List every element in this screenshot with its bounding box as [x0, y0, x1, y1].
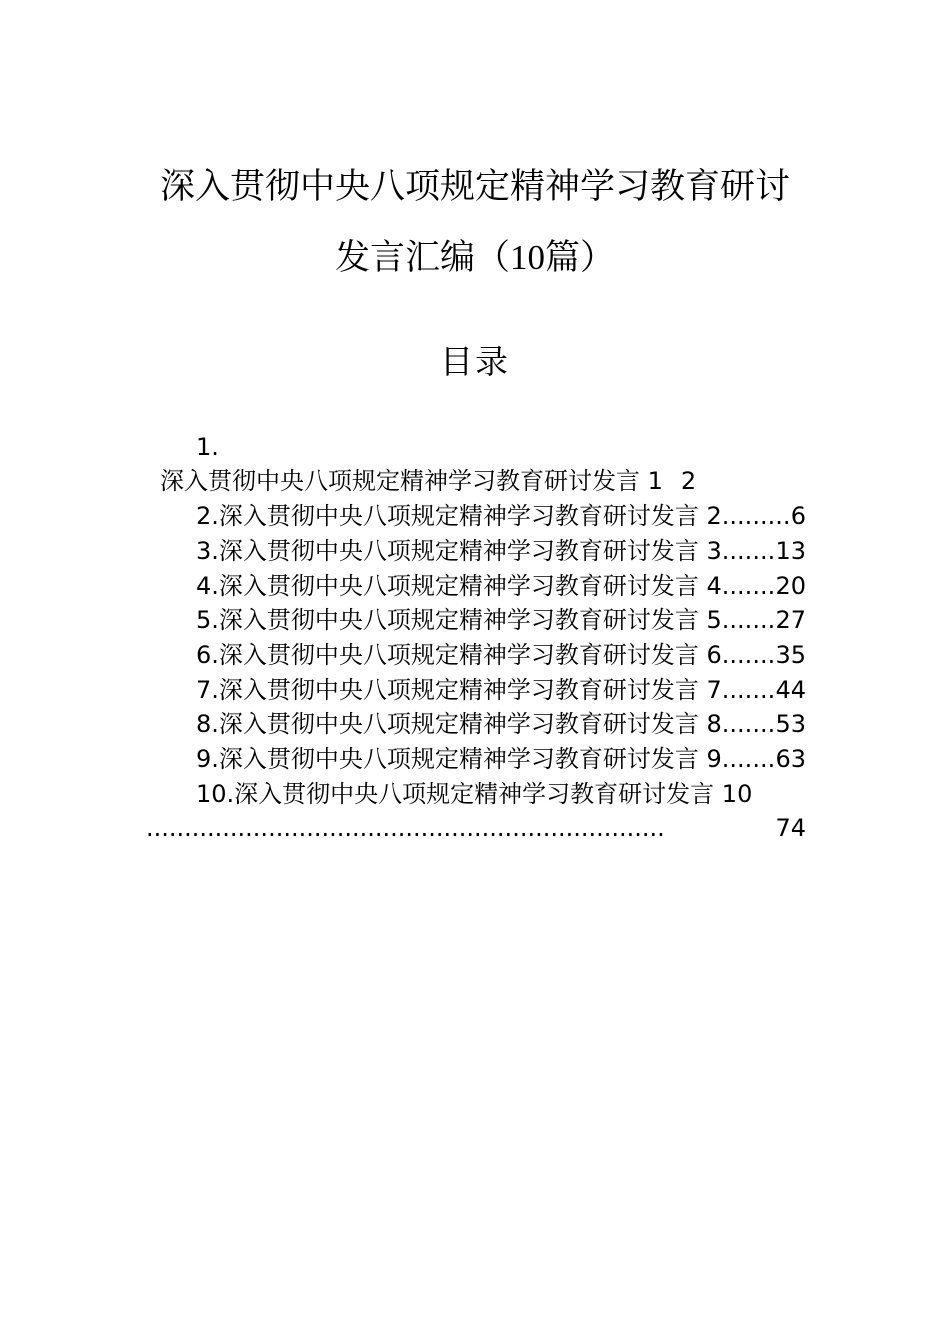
toc-entry-label: 8.深入贯彻中央八项规定精神学习教育研讨发言 8 [196, 710, 722, 738]
document-title-line-1: 深入贯彻中央八项规定精神学习教育研讨 [159, 167, 790, 207]
toc-entry-10-page: 74 [775, 814, 806, 842]
toc-leader-dots [722, 604, 776, 636]
toc-entry-8[interactable] [196, 708, 806, 740]
toc-entry-label: 7.深入贯彻中央八项规定精神学习教育研讨发言 7 [196, 676, 722, 704]
toc-entry-1-number[interactable]: 1. [196, 433, 219, 461]
toc-entry-label: 3.深入贯彻中央八项规定精神学习教育研讨发言 3 [196, 537, 722, 565]
toc-entry-5[interactable] [196, 604, 806, 636]
toc-entry-2[interactable] [196, 500, 806, 532]
toc-entry-9[interactable] [196, 743, 806, 775]
toc-entry-page: 53 [775, 710, 806, 738]
toc-heading: 目录 [440, 342, 510, 381]
toc-entry-3[interactable] [196, 535, 806, 567]
toc-entry-label: 2.深入贯彻中央八项规定精神学习教育研讨发言 2 [196, 502, 722, 530]
toc-entry-4[interactable] [196, 570, 806, 602]
toc-leader-dots [722, 639, 776, 671]
toc-entry-label: 9.深入贯彻中央八项规定精神学习教育研讨发言 9 [196, 745, 722, 773]
toc-entry-7[interactable] [196, 674, 806, 706]
title-main-text: 发言汇编 [334, 238, 475, 278]
toc-leader-dots [722, 500, 791, 532]
document-title-line-2 [0, 236, 950, 280]
toc-leader-dots [722, 674, 776, 706]
toc-entry-page: 44 [775, 676, 806, 704]
toc-entry-10-continuation[interactable] [146, 812, 806, 844]
toc-entry-10[interactable]: 10.深入贯彻中央八项规定精神学习教育研讨发言 10 [196, 780, 753, 808]
toc-leader-dots [722, 708, 776, 740]
title-count-text: （10篇） [475, 238, 616, 277]
toc-entry-label: 6.深入贯彻中央八项规定精神学习教育研讨发言 6 [196, 641, 722, 669]
toc-entry-page: 6 [790, 502, 806, 530]
toc-entry-label: 4.深入贯彻中央八项规定精神学习教育研讨发言 4 [196, 572, 722, 600]
toc-entry-page: 20 [775, 572, 806, 600]
toc-entry-page: 13 [775, 537, 806, 565]
toc-entry-page: 63 [775, 745, 806, 773]
toc-entry-1-label: 深入贯彻中央八项规定精神学习教育研讨发言 1 [160, 467, 663, 495]
toc-entry-1[interactable] [160, 465, 696, 497]
toc-entry-1-page: 2 [680, 467, 697, 495]
toc-leader-dots [722, 743, 776, 775]
toc-entry-page: 27 [775, 606, 806, 634]
toc-leader-dots: .................................................................... [146, 814, 665, 842]
toc-entry-page: 35 [775, 641, 806, 669]
toc-entry-label: 5.深入贯彻中央八项规定精神学习教育研讨发言 5 [196, 606, 722, 634]
toc-entry-6[interactable] [196, 639, 806, 671]
toc-leader-dots [722, 535, 776, 567]
toc-leader-dots [722, 570, 776, 602]
